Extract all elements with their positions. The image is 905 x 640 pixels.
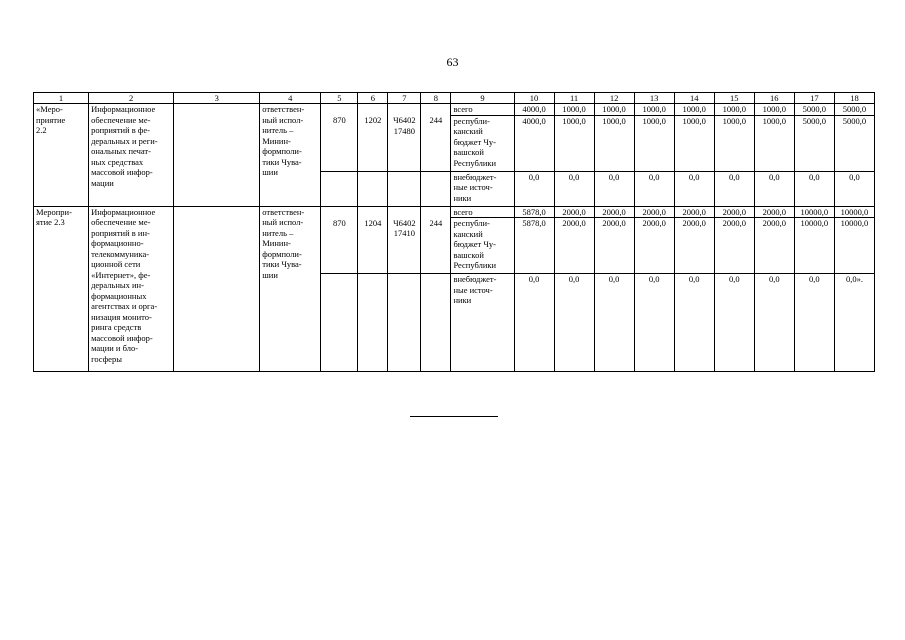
value-cell: 0,0 (594, 274, 634, 372)
value-cell: 5000,0 (834, 115, 874, 171)
expense-type-code: 244 (421, 218, 451, 274)
value-cell: 0,0 (514, 171, 554, 206)
participant-cell (174, 206, 260, 372)
header-cell: 16 (754, 93, 794, 104)
value-cell: 0,0 (754, 171, 794, 206)
code-cell-empty (321, 206, 358, 218)
code-cell-empty (388, 104, 421, 116)
header-cell: 7 (388, 93, 421, 104)
code-cell-empty (358, 171, 388, 206)
value-cell: 5000,0 (834, 104, 874, 116)
value-cell: 1000,0 (634, 115, 674, 171)
value-cell: 0,0 (634, 171, 674, 206)
funding-source: всего (451, 206, 514, 218)
value-cell: 10000,0 (794, 218, 834, 274)
value-cell: 2000,0 (594, 218, 634, 274)
value-cell: 0,0 (674, 171, 714, 206)
value-cell: 1000,0 (594, 115, 634, 171)
section-code: 1204 (358, 218, 388, 274)
header-cell: 13 (634, 93, 674, 104)
value-cell: 1000,0 (674, 104, 714, 116)
funding-source: внебюджет- ные источ- ники (451, 171, 514, 206)
header-cell: 15 (714, 93, 754, 104)
header-cell: 5 (321, 93, 358, 104)
value-cell: 0,0 (674, 274, 714, 372)
header-cell: 4 (260, 93, 321, 104)
code-cell-empty (421, 171, 451, 206)
header-cell: 14 (674, 93, 714, 104)
value-cell: 0,0». (834, 274, 874, 372)
value-cell: 2000,0 (754, 206, 794, 218)
value-cell: 2000,0 (674, 206, 714, 218)
header-cell: 11 (554, 93, 594, 104)
grbs-code: 870 (321, 115, 358, 171)
value-cell: 1000,0 (554, 115, 594, 171)
section-code: 1202 (358, 115, 388, 171)
funding-source: республи- канский бюджет Чу- вашской Республики (451, 218, 514, 274)
participant-cell (174, 104, 260, 207)
value-cell: 0,0 (634, 274, 674, 372)
measure-description: Информационное обеспечение ме- роприятий в фе- деральных и реги- ональных печат- ных средствах массовой инфор- мации (89, 104, 174, 207)
header-cell: 12 (594, 93, 634, 104)
value-cell: 2000,0 (754, 218, 794, 274)
target-article-code: Ч6402 17410 (388, 218, 421, 274)
code-cell-empty (358, 274, 388, 372)
value-cell: 5878,0 (514, 218, 554, 274)
expense-type-code: 244 (421, 115, 451, 171)
code-cell-empty (358, 206, 388, 218)
value-cell: 0,0 (834, 171, 874, 206)
code-cell-empty (388, 274, 421, 372)
funding-source: всего (451, 104, 514, 116)
value-cell: 0,0 (554, 171, 594, 206)
executor-cell: ответствен- ный испол- нитель – Минин- формполи- тики Чува- шии (260, 104, 321, 207)
measure-name: Меропри- ятие 2.3 (34, 206, 89, 372)
measure-name: «Меро- приятие 2.2 (34, 104, 89, 207)
code-cell-empty (421, 274, 451, 372)
target-article-code: Ч6402 17480 (388, 115, 421, 171)
value-cell: 2000,0 (554, 206, 594, 218)
code-cell-empty (388, 206, 421, 218)
value-cell: 10000,0 (794, 206, 834, 218)
value-cell: 0,0 (714, 171, 754, 206)
header-cell: 3 (174, 93, 260, 104)
value-cell: 5000,0 (794, 115, 834, 171)
value-cell: 0,0 (754, 274, 794, 372)
code-cell-empty (321, 171, 358, 206)
value-cell: 1000,0 (754, 104, 794, 116)
value-cell: 0,0 (554, 274, 594, 372)
value-cell: 2000,0 (674, 218, 714, 274)
header-row (34, 93, 875, 104)
value-cell: 0,0 (794, 171, 834, 206)
closing-line (410, 416, 498, 417)
value-cell: 2000,0 (714, 218, 754, 274)
value-cell: 4000,0 (514, 104, 554, 116)
value-cell: 1000,0 (634, 104, 674, 116)
measure-description: Информационное обеспечение ме- роприятий в ин- формационно- телекоммуника- ционной сети «Интернет», фе- деральных ин- формационных агентствах и орга- низация монито- ринга средств массовой инфор- мации и бло- госферы (89, 206, 174, 372)
code-cell-empty (321, 104, 358, 116)
header-cell: 10 (514, 93, 554, 104)
code-cell-empty (388, 171, 421, 206)
measure-row-total (34, 104, 875, 116)
value-cell: 10000,0 (834, 218, 874, 274)
value-cell: 5878,0 (514, 206, 554, 218)
header-cell: 2 (89, 93, 174, 104)
value-cell: 1000,0 (754, 115, 794, 171)
header-cell: 9 (451, 93, 514, 104)
value-cell: 1000,0 (554, 104, 594, 116)
code-cell-empty (321, 274, 358, 372)
code-cell-empty (358, 104, 388, 116)
funding-source: внебюджет- ные источ- ники (451, 274, 514, 372)
value-cell: 10000,0 (834, 206, 874, 218)
grbs-code: 870 (321, 218, 358, 274)
value-cell: 0,0 (594, 171, 634, 206)
page-number: 63 (446, 55, 459, 69)
program-table (33, 92, 875, 372)
value-cell: 2000,0 (594, 206, 634, 218)
code-cell-empty (421, 206, 451, 218)
header-cell: 18 (834, 93, 874, 104)
value-cell: 5000,0 (794, 104, 834, 116)
value-cell: 1000,0 (674, 115, 714, 171)
header-cell: 17 (794, 93, 834, 104)
value-cell: 1000,0 (714, 104, 754, 116)
value-cell: 0,0 (714, 274, 754, 372)
measure-row-total (34, 206, 875, 218)
header-cell: 8 (421, 93, 451, 104)
value-cell: 1000,0 (714, 115, 754, 171)
value-cell: 0,0 (794, 274, 834, 372)
funding-source: республи- канский бюджет Чу- вашской Республики (451, 115, 514, 171)
value-cell: 2000,0 (634, 206, 674, 218)
value-cell: 1000,0 (594, 104, 634, 116)
value-cell: 2000,0 (714, 206, 754, 218)
value-cell: 4000,0 (514, 115, 554, 171)
executor-cell: ответствен- ный испол- нитель – Минин- формполи- тики Чува- шии (260, 206, 321, 372)
value-cell: 2000,0 (634, 218, 674, 274)
code-cell-empty (421, 104, 451, 116)
value-cell: 2000,0 (554, 218, 594, 274)
header-cell: 1 (34, 93, 89, 104)
header-cell: 6 (358, 93, 388, 104)
value-cell: 0,0 (514, 274, 554, 372)
